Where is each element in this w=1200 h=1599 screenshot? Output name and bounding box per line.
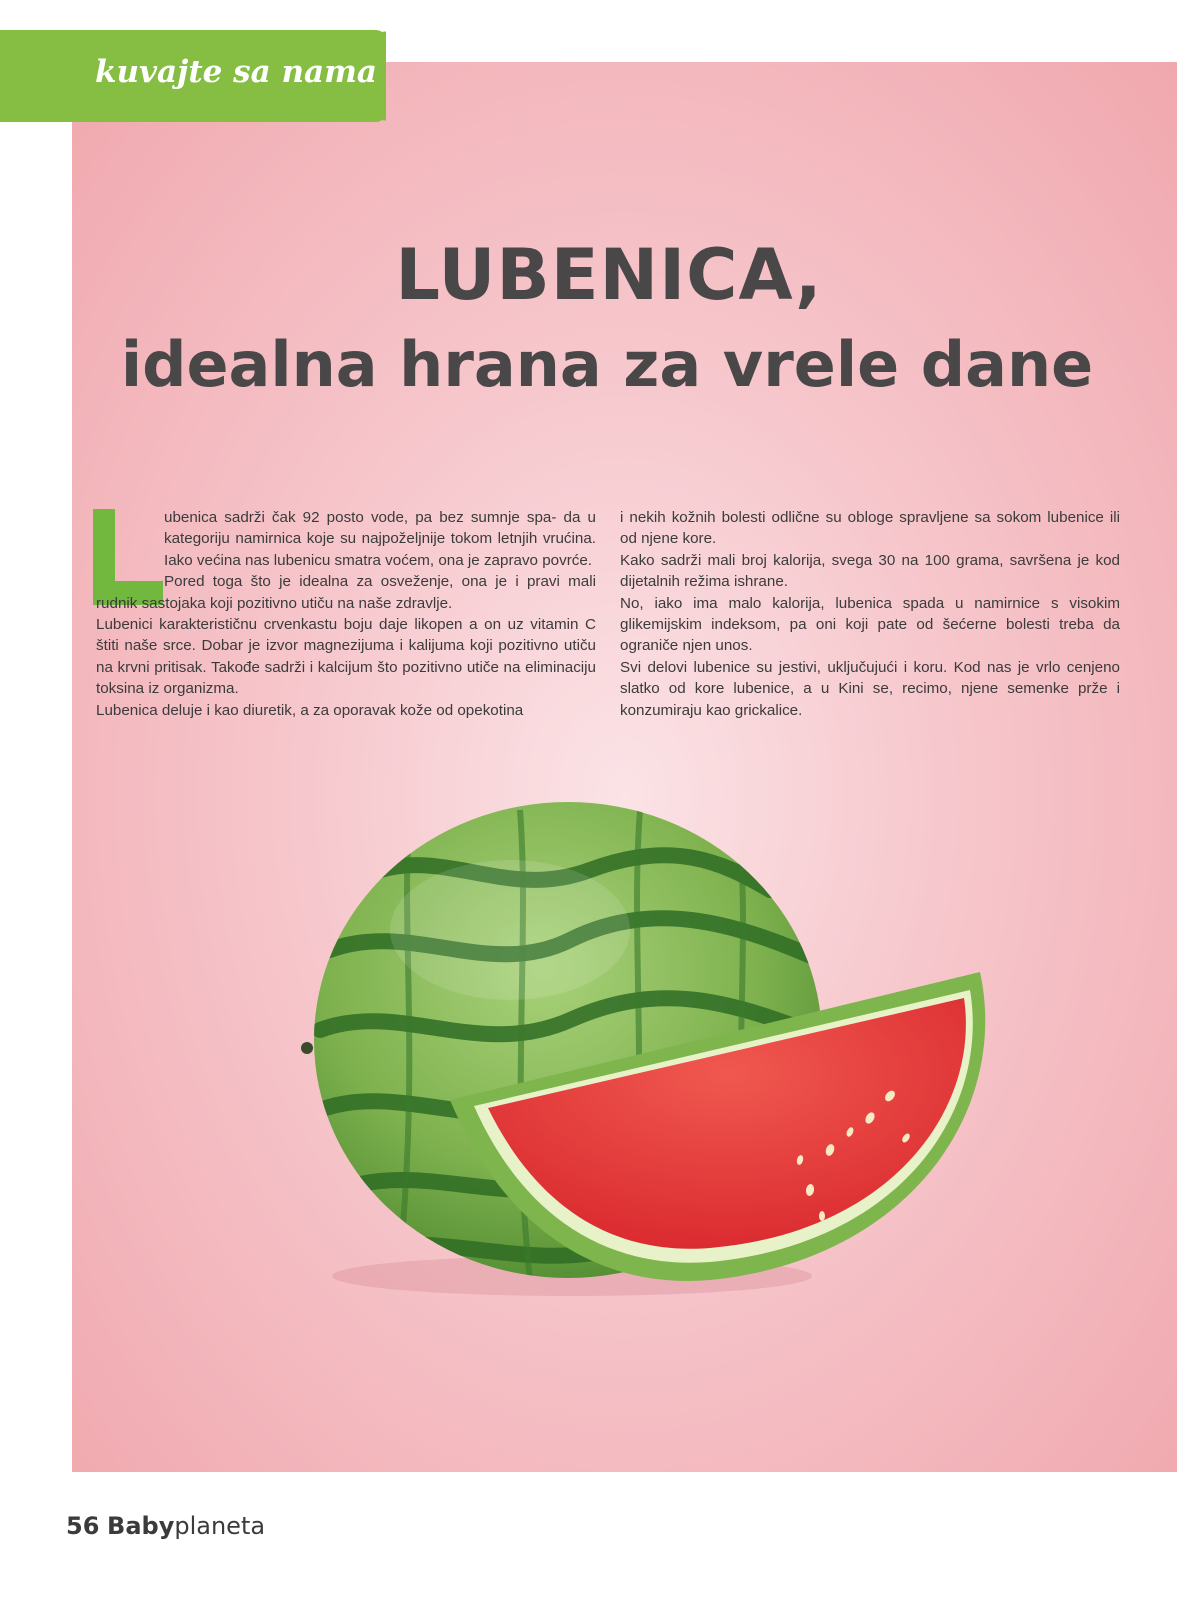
article-title-line-2: idealna hrana za vrele dane [120,328,1094,401]
article-paragraph: i nekih kožnih bolesti odlične su obloge spravljene sa sokom lubenice ili od njene kore. [620,509,1120,548]
section-tag-wavy-edge-bottom [0,114,386,128]
article-paragraph: Lubenici karakterističnu crvenkastu boju daje likopen a on uz vitamin C štiti naše srce. Dobar je izvor magnezijuma i kalijuma koji pozitivno utiču na krvni pritisak. Takođe sadrži i kalcijum što pozitivno utiče na eliminaciju toksina iz organizma. [96,616,596,698]
magazine-brand-light: planeta [174,1512,266,1540]
drop-cap-space [96,507,164,592]
page-number: 56 [66,1512,100,1540]
section-tag-label: kuvajte sa nama [95,54,378,90]
article-paragraph: Svi delovi lubenice su jestivi, uključujući i koru. Kod nas je vrlo cenjeno slatko od kore lubenice, a u Kini se, recimo, njene semenke prže i konzumiraju kao grickalice. [620,658,1120,719]
magazine-brand-bold: Baby [107,1512,175,1540]
article-column-left [96,507,596,721]
watermelon-illustration [290,800,1000,1360]
article-paragraph: Lubenica deluje i kao diuretik, a za oporavak kože od opekotina [96,701,524,719]
article-paragraph: Kako sadrži mali broj kalorija, svega 30 na 100 grama, savršena je kod dijetalnih režima ishrane. [620,551,1120,591]
article-paragraph: No, iako ima malo kalorija, lubenica spada u namirnice s visokim glikemijskim indeksom, pa oni koji pate od šećerne bolesti treba da ograniče njen unos. [620,594,1120,655]
article-paragraph: Pored toga što je idealna za osveženje, ona je i pravi mali rudnik sastojaka koji pozitivno utiču na naše zdravlje. [96,573,596,612]
page-footer [66,1512,265,1540]
article-title-line-1: LUBENICA, [395,234,823,316]
article-paragraph: ubenica sadrži čak 92 posto vode, pa bez sumnje spa- da u kategoriju namirnica koje su najpoželjnije tokom letnjih vrućina. Iako većina nas lubenicu smatra voćem, ona je zapravo povrće. [164,509,596,569]
article-column-right [620,507,1120,721]
